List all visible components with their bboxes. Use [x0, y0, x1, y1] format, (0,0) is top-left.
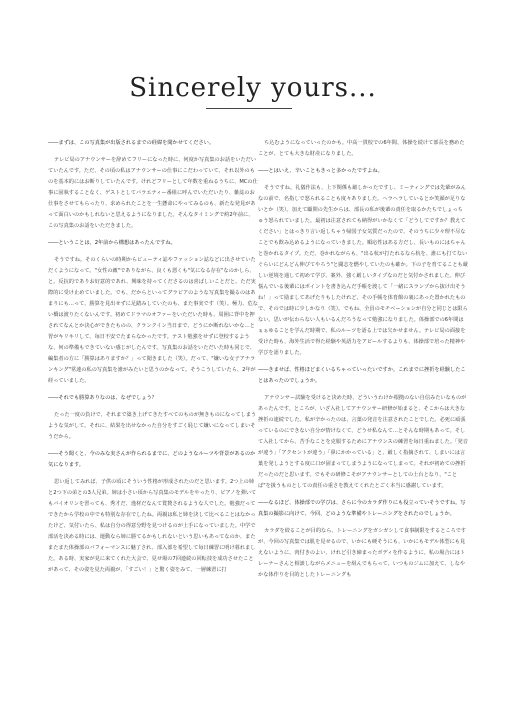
right-column	[258, 138, 468, 581]
interview-question: ――なるほど、体操部での学びは、さらに今のカラダ作りにも役立っていそうですね。写真集の撮影に向けて、今回、どのような準備やトレーニングをされたのでしょうか。	[258, 500, 466, 517]
interview-question: ――それでも勝算ありなのは、なぜでしょう？	[48, 395, 157, 401]
interview-answer: ち込むようになっていったのかも。中高一貫校での6年間、体操を続けて部長を務めたことが、とても大きな財産になりました。	[258, 140, 465, 157]
interview-question: ――とはいえ、辛いこともきっと多かったですよね。	[258, 168, 383, 174]
interview-question: ――そう聞くと、今のみな実さんが作られるまでに、どのようなルーツや背景があるのか気になります。	[48, 451, 256, 468]
title-divider	[206, 108, 292, 109]
interview-answer: 思い返してみれば、子供の頃にそういう性格が形成されたのだと思います。2つ上の姉と2つ下の弟との3人兄弟。姉は小さい頃から写真集のモデルをやったり、ピアノを弾いてもバイオリンを習っても、秀才だ、逸材だなんて賞賛されるような人でした。勉強だってできたから学校の中でも特別な存在でしたね。両親は私と姉を決して比べることはなかったけど、気付いたら、私は自分の得意分野を見つけるのが上手になっていました。中学で部活を決める時には、運動なら姉に勝てるかもしれないという思いもあってなのか、またまたまた体操部のバフォーマンスに魅了され、部入部を希望して毎日練習に明け暮れました。ある時、実家が見に来てくれた大会で、見せ場の7回連続の回転技を成功させたことがあって、その姿を見た両親が、「すごい！」と驚く姿をみて、一層練習に打	[48, 479, 257, 573]
interview-answer: カラダを絞ることが目的なら、トレーニングをガシガシして食事制限をするところですが、今回の写真集では肌を見せるので、いかにも硬そうにも、いかにもモデル体型にも見えないように、肉付きのよい、けれど引き締まったボディを作るように。私の場合にはトレーナーさんと相談しながらメニューを組んでもらって、いつものジムに加えて、しなやかな体作りを目的としたトレーニングも	[258, 528, 467, 578]
interview-answer: アナウンサー試験を受けると決めた時、どういうわけか根拠のない自信みたいなものがあったんです。ところが、いざ入社してアナウンサー研修が始まると、そこからは大きな挫折の連続でした。私が辛かったのは、言葉の発音を注意されたことでした。必死に頑張っているのにできない自分が情けなくて、どうせ私なんて…とそんな時期もあって。そして入社してから、苦手なことを克服するためにアナウンスの練習を毎日重ねました。「発音が違う」「アクセントが違う」「鼻にかかっている」と、厳しく指摘されて、しまいには言葉を発しようとする度に口が固まってしまうようになってしまって。それが初めての挫折だったのだと思います。でもその研修こそがアナウンサーとしての土台となり、"ことば"を扱うものとしての責任の重さを教えてくれたとごく本当に感謝しています。	[258, 395, 468, 489]
interview-answer: そうですね。そのくらいの時期からビューティ誌やファッション誌などに出させていただくようになって。"女性の敵"でありながら、良くも悪くも"気になる存在"なのかしら、と。反抗的でありお好意的であれ、興味を持ってくださるのは喜ばしいことだと。ただ実際的に受け止めていました。でも、だからといってグラビアのような写真集を撮るのはあまりにも…って、勝算を見出せずに足踏みしていたのも、また事実です（笑）。極力、危ない橋は渡りたくないんです。初めてドラマのオファーをいただいた時も、周囲に背中を押されてなんとか決心ができたものの、クランクイン当日まで、どうにか断れないかな…と胃がキリキリして、毎日不安でたまらなかったです。テスト勉強をせずに登校するような、何の準備もできていない感じがしたんです。写真集のお話をいただいた時も同じで、編集者の方に「勝算はありますか？」って聞きました（笑）。だって、"嫌いな女子アナランキング"常連の私の写真集を誰がみたいと思うのかなって。そうこうしていたら、2年が経っていました。	[48, 257, 258, 384]
interview-question: ――きませば、性格ほどまくいるちゃっていったいですか。これまでに挫折を経験したことはあったのでしょうか。	[258, 367, 466, 384]
interview-question: ――ということは、2年前から構想はあったんですね。	[48, 240, 176, 246]
interview-answer: テレビ局のアナウンサーを辞めてフリーになった時に、何度か写真集のお話をいただいていたんです。ただ、その頃の私はアナウンサーの仕事にこだわっていて、それ以外のものを基本的にはお断りしていたんです。けれどフリーとして年数を重ねるうちに、MCの仕事に固執することなく、ゲストとしてバラエティー番組に呼んでいただいたり、雑誌のお仕事をさせてもらったり、求められたことを一生懸命にやってみるのも、新たな発見があって面白いのかもしれないと思えるようになりました。そんなタイミングで約2年前に、この写真集のお話をいただきました。	[48, 157, 258, 229]
interview-question: ――まずは、この写真集が出版されるまでの経緯を聞かせてください。	[48, 140, 215, 146]
interview-answer: たった一度の負けで、それまで築き上げてきたすべてのものが無きものになってしまうような気がして。それに、結果を出せなかった自分をすごく恥じて嫌いになってしまいそうだから。	[48, 412, 257, 440]
page-title: Sincerely yours...	[129, 73, 377, 104]
interview-answer: そうですね。礼儀作法も、上下関係も厳しかったですし、ミーティングでは先輩がみんなの前で、名指しで怒られることも度々ありました。ヘラヘラしているとか笑顔が足りないとか（笑）。加えて顧問の先生からは、部長の私が後輩の責任を取るかたちでしょっちゅう怒られていました。最初は注意されても納得がいかなくて「どうしてですか？教えてください」とはっきり言い返しちゃう帰国子女気質だったので、そのうちに少々理不尽なことでも飲み込めるようになっていきました。順応性はある方だし、長いものにはちゃんと巻かれるタイプ。ただ、巻かれながらも、"出る杭が打たれるなら杭を、誰にも打てないぐらいにどんどん伸びてやろう"と闘志を燃やしていたのも確か。下の子を育てることも厳しい逆境を通して初めて学び、案外、強く厳しいタイプなのだと気付かされました。伸び悩んでいる後輩にはポイントを書き込んだ手帳を渡して「一緒にスランプから抜け出そうね！」って励ましてあげたりもしたけれど、その手帳を体育館の裏にあった置かれたもので、そのでは時に少しかなり（笑）。でもね、全員のモチベーションが自分と同じとは限らない。思いが伝わらない人もいるんだろうなって勉強になりました。体操部での6年間はぁぁゆることを学んだ時期で、私のルーツを語る上では欠かせません。テレビ局の面接を受けた時も、海外生活で得た経験や英語力をアピールするよりも、体操部で培った精神や学びを語りました。	[258, 185, 468, 356]
left-column	[48, 138, 258, 576]
